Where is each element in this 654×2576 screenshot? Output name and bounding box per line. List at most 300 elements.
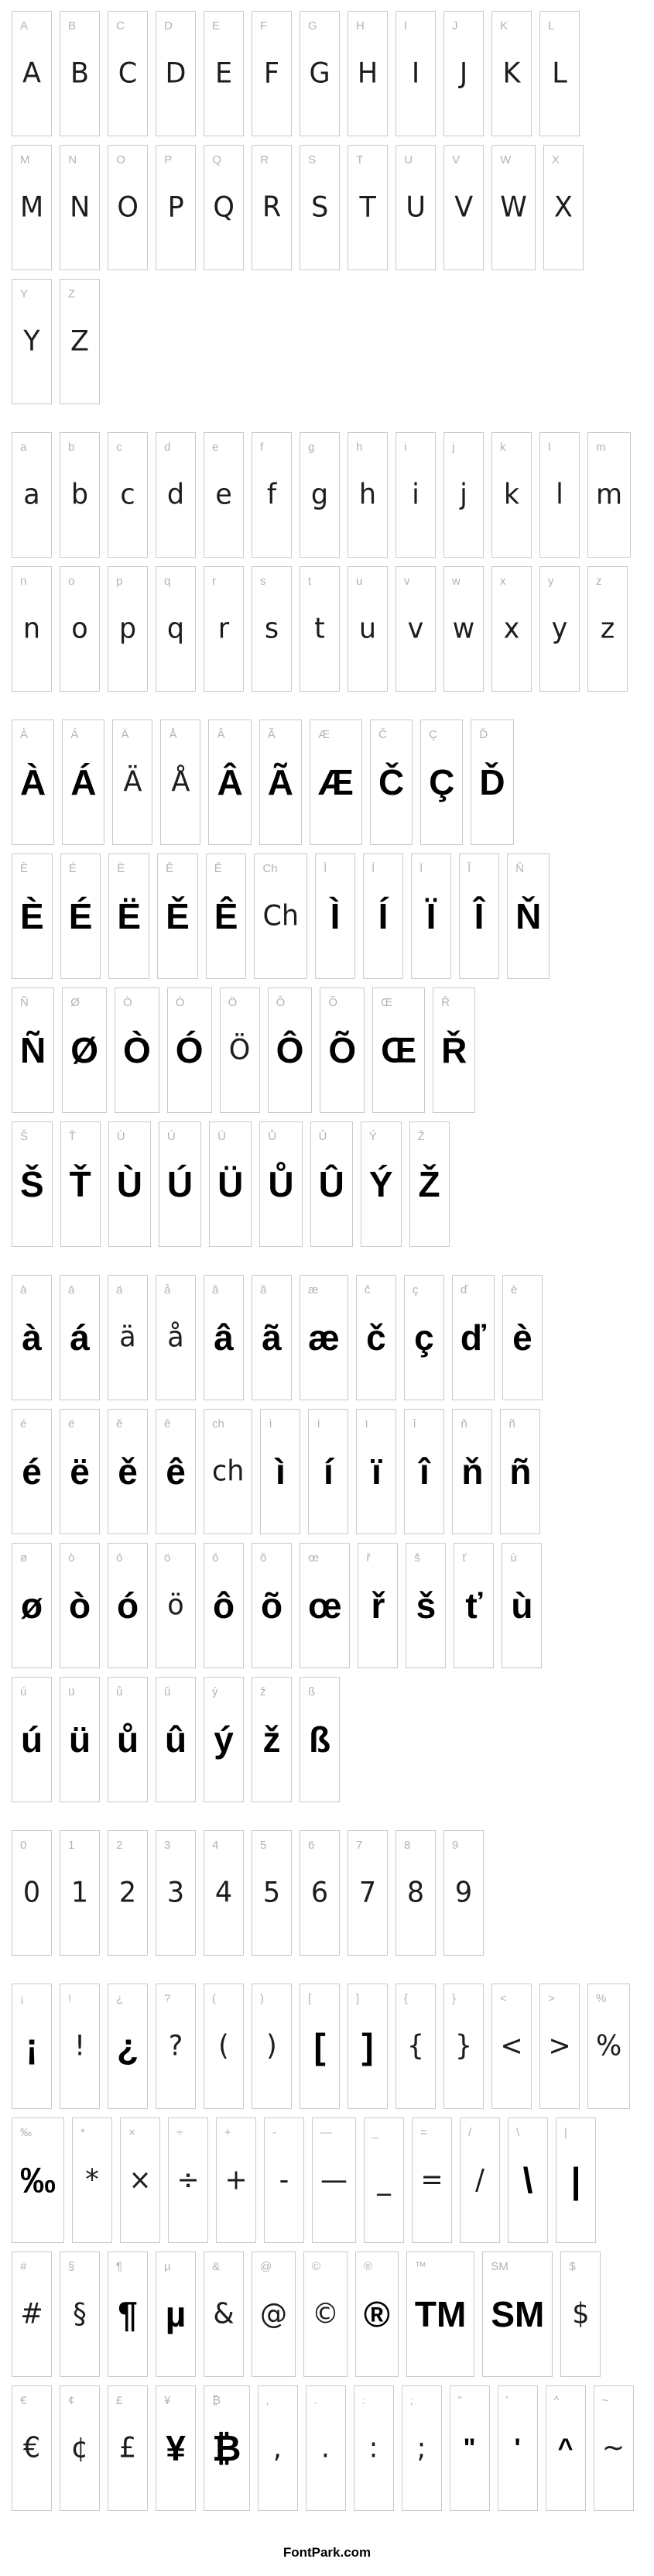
glyph-sample: Š <box>20 1164 44 1204</box>
glyph-cell <box>348 432 388 558</box>
glyph-cell <box>108 566 148 692</box>
glyph-label: Ú <box>166 1130 176 1143</box>
glyph-sample: Ä <box>123 766 142 799</box>
glyph-sample: & <box>213 2298 235 2330</box>
glyph-sample: ¿ <box>116 2026 139 2066</box>
glyph-label: Õ <box>328 996 338 1009</box>
glyph-label: f <box>260 441 264 454</box>
glyph-cell <box>204 1275 244 1400</box>
glyph-sample: T <box>359 191 376 224</box>
glyph-sample: P <box>167 191 184 224</box>
glyph-label: À <box>20 728 29 741</box>
glyph-cell <box>411 854 451 979</box>
glyph-label: È <box>20 862 29 875</box>
glyph-label: ; <box>409 2394 413 2407</box>
glyph-label: l <box>548 441 551 454</box>
glyph-sample: % <box>596 2030 622 2063</box>
glyph-cell <box>402 2385 442 2511</box>
glyph-sample: ö <box>167 1589 184 1622</box>
glyph-cell <box>546 2385 586 2511</box>
glyph-cell <box>12 1984 52 2109</box>
glyph-cell <box>491 566 532 692</box>
glyph-sample: Ø <box>70 1030 99 1070</box>
glyph-row <box>12 1830 648 1956</box>
glyph-cell <box>12 1275 52 1400</box>
glyph-sample: ã <box>262 1317 282 1358</box>
glyph-sample: K <box>502 57 521 90</box>
glyph-label: ď <box>460 1283 468 1297</box>
glyph-cell <box>306 2385 346 2511</box>
glyph-label: L <box>548 19 555 33</box>
glyph-sample: m <box>596 479 623 511</box>
glyph-cell <box>108 11 148 136</box>
glyph-cell <box>12 1830 52 1956</box>
glyph-sample: ť <box>465 1585 483 1626</box>
glyph-group-lowercase <box>12 432 648 692</box>
glyph-label: d <box>164 441 171 454</box>
glyph-sample: © <box>312 2298 339 2330</box>
glyph-cell <box>12 11 52 136</box>
glyph-label: ö <box>164 1551 171 1564</box>
glyph-sample: b <box>70 479 89 511</box>
glyph-sample: o <box>71 613 88 645</box>
glyph-cell <box>364 2117 404 2243</box>
glyph-label: Ø <box>70 996 80 1009</box>
glyph-cell <box>412 2117 452 2243</box>
glyph-sample: Õ <box>328 1030 357 1070</box>
glyph-sample: ý <box>214 1719 234 1760</box>
glyph-label: } <box>452 1992 457 2005</box>
glyph-cell <box>259 720 302 845</box>
glyph-cell <box>252 1830 292 1956</box>
glyph-label: 0 <box>20 1839 27 1852</box>
glyph-label: $ <box>569 2260 576 2273</box>
glyph-label: T <box>356 153 364 167</box>
glyph-label: î <box>413 1417 416 1431</box>
glyph-sample: s <box>264 613 279 645</box>
glyph-label: á <box>68 1283 75 1297</box>
glyph-cell <box>348 11 388 136</box>
glyph-label: ¶ <box>116 2260 123 2273</box>
glyph-row <box>12 432 648 558</box>
glyph-cell <box>450 2385 490 2511</box>
glyph-sample: r <box>217 613 230 645</box>
glyph-label: , <box>265 2394 269 2407</box>
glyph-cell <box>60 11 100 136</box>
glyph-cell <box>12 987 54 1113</box>
glyph-row <box>12 987 648 1113</box>
glyph-label: ® <box>364 2260 373 2273</box>
glyph-row <box>12 854 648 979</box>
glyph-row <box>12 145 648 270</box>
glyph-cell <box>356 1275 396 1400</box>
glyph-cell <box>498 2385 538 2511</box>
glyph-cell <box>204 11 244 136</box>
glyph-cell <box>409 1121 450 1247</box>
glyph-label: û <box>164 1685 171 1698</box>
glyph-cell <box>62 987 107 1113</box>
glyph-sample: ¥ <box>166 2428 186 2468</box>
glyph-label: b <box>68 441 75 454</box>
glyph-cell <box>491 432 532 558</box>
glyph-label: ÷ <box>176 2126 183 2139</box>
glyph-label: § <box>68 2260 75 2273</box>
glyph-label: Œ <box>381 996 393 1009</box>
glyph-label: ] <box>356 1992 360 2005</box>
glyph-sample: Ò <box>123 1030 151 1070</box>
glyph-sample: C <box>118 57 138 90</box>
glyph-label: ů <box>116 1685 123 1698</box>
glyph-sample: ‰ <box>20 2160 56 2200</box>
glyph-label: 6 <box>308 1839 315 1852</box>
glyph-cell <box>508 2117 548 2243</box>
glyph-label: = <box>420 2126 427 2139</box>
glyph-row <box>12 2117 648 2243</box>
glyph-sample: L <box>552 57 567 90</box>
glyph-cell <box>12 1121 53 1247</box>
glyph-cell <box>108 854 149 979</box>
glyph-label: ‰ <box>20 2126 32 2139</box>
glyph-sample: ! <box>74 2030 86 2063</box>
glyph-sample: š <box>416 1585 437 1626</box>
glyph-sample: ü <box>68 1719 91 1760</box>
glyph-cell <box>62 720 104 845</box>
glyph-sample: # <box>20 2298 43 2330</box>
glyph-sample: ç <box>414 1317 434 1358</box>
glyph-label: ô <box>212 1551 219 1564</box>
glyph-cell <box>443 1830 484 1956</box>
glyph-cell <box>12 2117 64 2243</box>
glyph-label: ₿ <box>212 2394 221 2407</box>
glyph-sample: æ <box>308 1317 340 1358</box>
glyph-sample: ( <box>218 2030 229 2063</box>
glyph-sample: Ě <box>166 896 190 936</box>
glyph-cell <box>112 720 152 845</box>
glyph-cell <box>594 2385 634 2511</box>
glyph-sample: y <box>551 613 568 645</box>
glyph-cell <box>12 1543 52 1668</box>
glyph-cell <box>395 1830 436 1956</box>
glyph-sample: í <box>324 1451 334 1492</box>
glyph-sample: e <box>215 479 232 511</box>
glyph-cell <box>60 1830 100 1956</box>
glyph-sample: ä <box>119 1321 136 1354</box>
glyph-label: % <box>596 1992 607 2005</box>
glyph-label: Ž <box>417 1130 425 1143</box>
glyph-sample: ' <box>514 2433 521 2463</box>
glyph-sample: 6 <box>310 1877 329 1909</box>
glyph-label: K <box>500 19 508 33</box>
glyph-row <box>12 1275 648 1400</box>
glyph-sample: ř <box>371 1585 385 1626</box>
glyph-sample: p <box>118 613 137 645</box>
glyph-cell <box>348 145 388 270</box>
glyph-label: € <box>20 2394 27 2407</box>
glyph-label: Î <box>467 862 471 875</box>
glyph-cell <box>268 987 313 1113</box>
glyph-label: Ř <box>441 996 450 1009</box>
glyph-cell <box>254 854 307 979</box>
glyph-label: + <box>224 2126 231 2139</box>
glyph-sample: , <box>272 2432 282 2464</box>
glyph-cell <box>108 1984 148 2109</box>
glyph-sample: R <box>262 191 282 224</box>
glyph-cell <box>358 1543 398 1668</box>
glyph-sample: Û <box>318 1164 344 1204</box>
glyph-label: . <box>313 2394 317 2407</box>
glyph-cell <box>209 1121 252 1247</box>
glyph-label: a <box>20 441 27 454</box>
glyph-cell <box>348 1984 388 2109</box>
glyph-sample: \ <box>522 2160 533 2200</box>
glyph-sample: Ž <box>418 1164 440 1204</box>
glyph-sample: TM <box>414 2294 467 2334</box>
glyph-label: F <box>260 19 268 33</box>
glyph-row <box>12 566 648 692</box>
glyph-cell <box>300 1677 340 1802</box>
glyph-sample: * <box>85 2164 99 2196</box>
glyph-cell <box>204 1677 244 1802</box>
glyph-cell <box>502 1275 543 1400</box>
glyph-cell <box>60 1121 101 1247</box>
glyph-cell <box>108 1677 148 1802</box>
glyph-cell <box>300 432 340 558</box>
glyph-label: z <box>596 575 602 588</box>
glyph-label: J <box>452 19 458 33</box>
glyph-sample: ê <box>166 1451 186 1492</box>
glyph-label: j <box>452 441 455 454</box>
glyph-label: ù <box>510 1551 517 1564</box>
glyph-cell <box>60 2251 100 2377</box>
glyph-sample: q <box>166 613 185 645</box>
glyph-sample: — <box>320 2164 348 2196</box>
glyph-label: ý <box>212 1685 218 1698</box>
glyph-sample: Ó <box>175 1030 204 1070</box>
glyph-label: ä <box>116 1283 123 1297</box>
glyph-cell <box>300 566 340 692</box>
glyph-sample: Q <box>213 191 235 224</box>
glyph-sample: O <box>117 191 139 224</box>
glyph-label: v <box>404 575 410 588</box>
glyph-cell <box>167 987 212 1113</box>
glyph-label: Ù <box>116 1130 125 1143</box>
glyph-label: * <box>80 2126 85 2139</box>
glyph-sample: X <box>553 191 573 224</box>
glyph-sample: ë <box>70 1451 90 1492</box>
glyph-cell <box>108 1275 148 1400</box>
glyph-cell <box>420 720 463 845</box>
glyph-sample: ¡ <box>26 2026 38 2066</box>
glyph-cell <box>395 11 436 136</box>
glyph-label: é <box>20 1417 27 1431</box>
glyph-group-lowercase-accented <box>12 1275 648 1802</box>
glyph-cell <box>12 279 52 404</box>
glyph-cell <box>348 1830 388 1956</box>
glyph-sample: Î <box>474 896 485 936</box>
glyph-sample: : <box>368 2432 378 2464</box>
glyph-cell <box>452 1409 492 1534</box>
glyph-label: š <box>414 1551 420 1564</box>
glyph-cell <box>406 1543 446 1668</box>
glyph-label: Q <box>212 153 221 167</box>
glyph-label: ^ <box>553 2394 560 2407</box>
glyph-sample: i <box>412 479 419 511</box>
glyph-label: E <box>212 19 221 33</box>
glyph-cell <box>395 1984 436 2109</box>
glyph-sample: £ <box>118 2432 137 2464</box>
glyph-cell <box>502 1543 542 1668</box>
glyph-cell <box>108 1830 148 1956</box>
glyph-sample: I <box>411 57 420 90</box>
glyph-row <box>12 279 648 404</box>
glyph-cell <box>12 2251 52 2377</box>
glyph-cell <box>370 720 413 845</box>
glyph-sample: ě <box>118 1451 138 1492</box>
glyph-label: Í <box>372 862 375 875</box>
glyph-cell <box>560 2251 601 2377</box>
glyph-row <box>12 2251 648 2377</box>
glyph-cell <box>471 720 513 845</box>
glyph-sample: j <box>460 479 467 511</box>
glyph-label: Å <box>169 728 177 741</box>
glyph-sample: Å <box>171 766 190 799</box>
glyph-sample: ch <box>212 1455 245 1488</box>
glyph-label: { <box>404 1992 409 2005</box>
glyph-label: ? <box>164 1992 171 2005</box>
glyph-label: ť <box>462 1551 467 1564</box>
glyph-cell <box>556 2117 596 2243</box>
glyph-sample: Ï <box>426 896 437 936</box>
glyph-cell <box>443 145 484 270</box>
glyph-sample: v <box>407 613 424 645</box>
glyph-cell <box>454 1543 494 1668</box>
glyph-label: £ <box>116 2394 123 2407</box>
glyph-label: SM <box>491 2260 508 2273</box>
glyph-sample: č <box>366 1317 386 1358</box>
glyph-sample: G <box>309 57 330 90</box>
glyph-cell <box>60 279 100 404</box>
glyph-cell <box>395 145 436 270</box>
glyph-sample: 8 <box>406 1877 425 1909</box>
glyph-sample: - <box>279 2164 289 2196</box>
glyph-cell <box>156 1275 196 1400</box>
glyph-sample: é <box>22 1451 42 1492</box>
glyph-sample: Z <box>70 325 89 358</box>
glyph-cell <box>108 2251 148 2377</box>
glyph-label: H <box>356 19 365 33</box>
glyph-label: 3 <box>164 1839 171 1852</box>
glyph-cell <box>108 1409 148 1534</box>
glyph-sample: Ú <box>166 1164 193 1204</box>
glyph-sample: 0 <box>22 1877 41 1909</box>
glyph-sample: ^ <box>557 2433 574 2463</box>
glyph-sample: á <box>70 1317 90 1358</box>
glyph-sample: Â <box>217 762 243 802</box>
glyph-label: [ <box>308 1992 312 2005</box>
glyph-sample: { <box>406 2030 425 2063</box>
glyph-cell <box>308 1409 348 1534</box>
glyph-sample: = <box>420 2164 443 2196</box>
glyph-sample: å <box>167 1321 184 1354</box>
glyph-sample: 5 <box>262 1877 281 1909</box>
glyph-label: © <box>312 2260 321 2273</box>
glyph-cell <box>443 432 484 558</box>
glyph-sample: Ý <box>368 1164 393 1204</box>
glyph-label: Ì <box>324 862 327 875</box>
glyph-cell <box>60 432 100 558</box>
glyph-sample: õ <box>260 1585 283 1626</box>
glyph-cell <box>252 2251 296 2377</box>
glyph-cell <box>252 1984 292 2109</box>
glyph-label: ž <box>260 1685 266 1698</box>
glyph-cell <box>300 1830 340 1956</box>
glyph-label: Ň <box>515 862 524 875</box>
glyph-sample: Ã <box>267 762 293 802</box>
glyph-label: ñ <box>508 1417 515 1431</box>
glyph-label: & <box>212 2260 221 2273</box>
glyph-cell <box>60 1409 100 1534</box>
glyph-label: 7 <box>356 1839 363 1852</box>
glyph-sample: ů <box>116 1719 139 1760</box>
glyph-cell <box>108 1543 148 1668</box>
glyph-row <box>12 11 648 136</box>
glyph-sample: É <box>68 896 93 936</box>
glyph-label: ™ <box>414 2260 426 2273</box>
glyph-sample: > <box>548 2030 571 2063</box>
glyph-label: Ã <box>267 728 276 741</box>
glyph-cell <box>12 2385 52 2511</box>
glyph-sample: Ď <box>479 762 505 802</box>
glyph-label: µ <box>164 2260 171 2273</box>
glyph-label: p <box>116 575 123 588</box>
glyph-label: Z <box>68 287 76 301</box>
glyph-cell <box>60 1984 100 2109</box>
glyph-cell <box>156 2385 196 2511</box>
glyph-label: @ <box>260 2260 272 2273</box>
glyph-label: Ò <box>123 996 132 1009</box>
glyph-label: 1 <box>68 1839 75 1852</box>
glyph-label: i <box>404 441 407 454</box>
glyph-sample: A <box>22 57 41 90</box>
glyph-sample: ô <box>212 1585 235 1626</box>
glyph-cell <box>168 2117 208 2243</box>
glyph-sample: Ê <box>214 896 238 936</box>
glyph-label: P <box>164 153 173 167</box>
glyph-cell <box>361 1121 402 1247</box>
glyph-sample: a <box>23 479 40 511</box>
glyph-label: Ö <box>228 996 238 1009</box>
glyph-sample: µ <box>165 2294 187 2334</box>
glyph-row <box>12 2385 648 2511</box>
glyph-label: ú <box>20 1685 27 1698</box>
glyph-sample: Ì <box>330 896 341 936</box>
glyph-label: ( <box>212 1992 216 2005</box>
glyph-sample: F <box>263 57 280 90</box>
glyph-cell <box>204 2385 250 2511</box>
glyph-cell <box>443 566 484 692</box>
glyph-sample: Ü <box>217 1164 244 1204</box>
glyph-sample: û <box>164 1719 187 1760</box>
glyph-cell <box>220 987 260 1113</box>
glyph-label: s <box>260 575 266 588</box>
glyph-cell <box>404 1275 444 1400</box>
glyph-label: C <box>116 19 125 33</box>
glyph-cell <box>252 566 292 692</box>
glyph-label: ü <box>68 1685 75 1698</box>
glyph-label: q <box>164 575 171 588</box>
glyph-cell <box>156 1677 196 1802</box>
glyph-group-punctuation-symbols <box>12 1984 648 2511</box>
